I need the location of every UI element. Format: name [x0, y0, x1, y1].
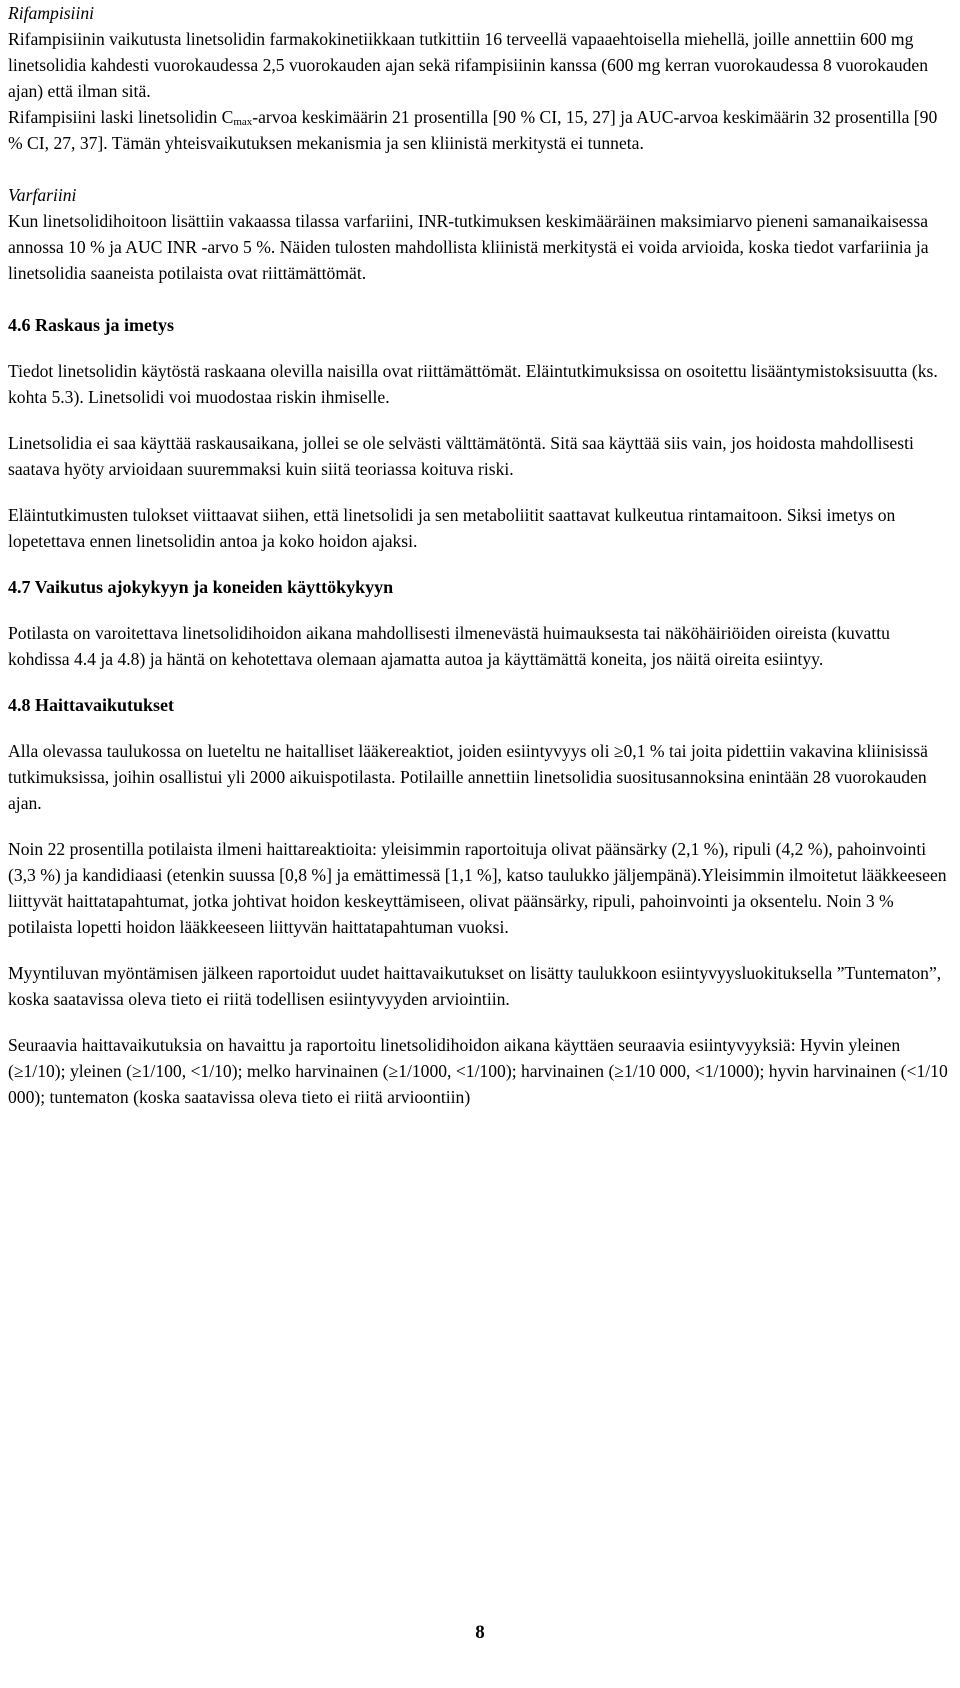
cmax-subscript: max: [233, 116, 253, 128]
warfarin-heading: Varfariini: [8, 185, 77, 205]
section-4-6-paragraph-1: Tiedot linetsolidin käytöstä raskaana olevilla naisilla ovat riittämättömät. Eläintutkimuksissa on osoitettu lisääntymistoksisuutta (ks. kohta 5.3). Linetsolidi voi muodostaa riskin ihmiselle.: [8, 361, 938, 407]
document-page: [8, 0, 953, 1110]
section-4-8-paragraph-1: Alla olevassa taulukossa on lueteltu ne haitalliset lääkereaktiot, joiden esiintyvyys oli ≥0,1 % tai joita pidettiin vakavina kliinisissä tutkimuksissa, joihin osallistui yli 2000 aikuispotilasta. Potilaille annettiin linetsolidia suositusannoksina enintään 28 vuorokauden ajan.: [8, 741, 928, 813]
section-4-8-heading: 4.8 Haittavaikutukset: [8, 695, 175, 715]
section-4-7-heading: 4.7 Vaikutus ajokykyyn ja koneiden käyttökykyyn: [8, 577, 394, 597]
section-4-6-heading: 4.6 Raskaus ja imetys: [8, 315, 175, 335]
section-4-7-paragraph-1: Potilasta on varoitettava linetsolidihoidon aikana mahdollisesti ilmenevästä huimauksesta tai näköhäiriöiden oireista (kuvattu kohdissa 4.4 ja 4.8) ja häntä on kehotettava olemaan ajamatta autoa ja käyttämättä koneita, jos näitä oireita esiintyy.: [8, 623, 890, 669]
rifampicin-paragraph-1: Rifampisiinin vaikutusta linetsolidin farmakokinetiikkaan tutkittiin 16 terveellä vapaaehtoisella miehellä, joille annettiin 600 mg linetsolidia kahdesti vuorokaudessa 2,5 vuorokauden ajan sekä rifampisiinin kanssa (600 mg kerran vuorokaudessa 8 vuorokauden ajan) että ilman sitä.: [8, 29, 929, 101]
section-4-6-paragraph-3: Eläintutkimusten tulokset viittaavat siihen, että linetsolidi ja sen metaboliitit saattavat kulkeutua rintamaitoon. Siksi imetys on lopetettava ennen linetsolidin antoa ja koko hoidon ajaksi.: [8, 505, 896, 551]
section-4-8-paragraph-4: Seuraavia haittavaikutuksia on havaittu ja raportoitu linetsolidihoidon aikana käyttäen seuraavia esiintyvyyksiä: Hyvin yleinen (≥1/10); yleinen (≥1/100, <1/10); melko harvinainen (≥1/1000, <1/100); harvinainen (≥1/10 000, <1/1000); hyvin harvinainen (<1/10 000); tuntematon (koska saatavissa oleva tieto ei riitä arvioontiin): [8, 1035, 948, 1107]
rifampicin-paragraph-2: [8, 104, 953, 156]
warfarin-paragraph: Kun linetsolidihoitoon lisättiin vakaassa tilassa varfariini, INR-tutkimuksen keskimääräinen maksimiarvo pieneni samanaikaisessa annossa 10 % ja AUC INR -arvo 5 %. Näiden tulosten mahdollista kliinistä merkitystä ei voida arvioida, koska tiedot varfariinia ja linetsolidia saaneista potilaista ovat riittämättömät.: [8, 211, 929, 283]
rifampicin-p2-part-b: -arvoa keskimäärin 21 prosentilla [90 % CI, 15, 27] ja AUC-arvoa keskimäärin 32 prosentilla [90 % CI, 27, 37]. Tämän yhteisvaikutuksen mekanismia ja sen kliinistä merkitystä ei tunneta.: [8, 107, 938, 153]
rifampicin-heading: Rifampisiini: [8, 3, 95, 23]
section-4-8-paragraph-3: Myyntiluvan myöntämisen jälkeen raportoidut uudet haittavaikutukset on lisätty taulukkoon esiintyvyysluokituksella ”Tuntematon”, koska saatavissa oleva tieto ei riitä todellisen esiintyvyyden arviointiin.: [8, 963, 942, 1009]
section-4-8-paragraph-2: Noin 22 prosentilla potilaista ilmeni haittareaktioita: yleisimmin raportoituja olivat päänsärky (2,1 %), ripuli (4,2 %), pahoinvointi (3,3 %) ja kandidiaasi (etenkin suussa [0,8 %] ja emättimessä [1,1 %], katso taulukko jäljempänä).Yleisimmin ilmoitetut lääkkeeseen liittyvät haittatapahtumat, jotka johtivat hoidon keskeyttämiseen, olivat päänsärky, ripuli, pahoinvointi ja oksentelu. Noin 3 % potilaista lopetti hoidon lääkkeeseen liittyvän haittatapahtuman vuoksi.: [8, 839, 947, 937]
rifampicin-p2-part-a: Rifampisiini laski linetsolidin C: [8, 107, 234, 127]
section-4-6-paragraph-2: Linetsolidia ei saa käyttää raskausaikana, jollei se ole selvästi välttämätöntä. Sitä saa käyttää siis vain, jos hoidosta mahdollisesti saatava hyöty arvioidaan suuremmaksi kuin siitä teoriassa koituva riski.: [8, 433, 914, 479]
page-number: 8: [475, 1622, 485, 1643]
